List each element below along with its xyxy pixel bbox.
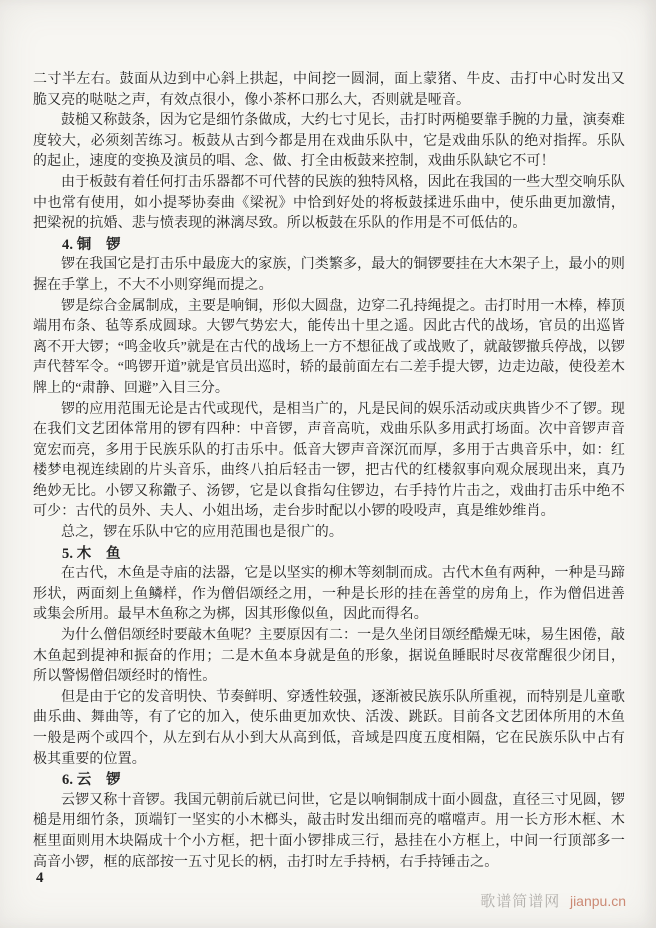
watermark-site-name: 歌谱简谱网 xyxy=(480,894,561,910)
section-heading-cloud-gong: 6. 云 锣 xyxy=(62,772,121,789)
paragraph: 但是由于它的发音明快、节奏鲜明、穿透性较强，逐渐被民族乐队所重视，而特别是儿童歌曲乐曲、舞曲等，有了它的加入，使乐曲更加欢快、活泼、跳跃。目前各文艺团体所用的木鱼一般是两个或四个，从左到右从小到大从高到低，音域是四度五度相隔，它在民族乐队中占有极其重要的位置。 xyxy=(33,689,625,767)
paragraph: 锣是综合金属制成，主要是响铜，形似大圆盘，边穿二孔持绳提之。击打时用一木棒，棒顶端用布条、毡等系成圆球。大锣气势宏大，能传出十里之遥。因此古代的战场，官员的出巡皆离不开大锣；“鸣金收兵”就是在古代的战场上一方不想征战了或战败了，就敲锣撤兵停战，以锣声代替军令。“鸣锣开道”就是官员出巡时，轿的最前面左右二差手提大锣，边走边敲，使役差木牌上的“肃静、回避”入目三分。 xyxy=(33,298,625,396)
section-heading-wooden-fish: 5. 木 鱼 xyxy=(62,545,121,562)
paragraph: 鼓槌又称鼓条，因为它是细竹条做成，大约七寸见长，击打时两槌要靠手腕的力量，演奏难度较大，必须刻苦练习。板鼓从古到今都是用在戏曲乐队中，它是戏曲乐队的绝对指挥。乐队的起止，速度的变换及演员的唱、念、做、打全由板鼓来控制，戏曲乐队缺它不可！ xyxy=(33,113,625,170)
watermark-site-url: jianpu.cn xyxy=(569,893,626,909)
paragraph: 为什么僧侣颂经时要敲木鱼呢？主要原因有二：一是久坐闭目颂经酷燥无味，易生困倦，敲木鱼起到提神和振奋的作用；二是木鱼本身就是鱼的形象，据说鱼睡眠时尽夜常醒很少闭目，所以警惕僧侣颂经时的惰性。 xyxy=(33,628,625,685)
paragraph: 云锣又称十音锣。我国元朝前后就已问世，它是以响铜制成十面小圆盘，直径三寸见圆，锣槌是用细竹条，顶端钉一坚实的小木榔头，敲击时发出细而亮的噹噹声。用一长方形木框、木框里面则用木块隔成十个小方框，把十面小锣排成三行，悬挂在小方框上，中间一行顶部多一高音小锣，框的底部按一五寸见长的柄，击打时左手持柄，右手持锤击之。 xyxy=(33,792,625,870)
page-number: 4 xyxy=(36,870,44,886)
paragraph: 总之，锣在乐队中它的应用范围也是很广的。 xyxy=(61,525,343,541)
paragraph: 由于板鼓有着任何打击乐器都不可代替的民族的独特风格，因此在我国的一些大型交响乐队中也常有使用，如小提琴协奏曲《梁祝》中恰到好处的将板鼓揉进乐曲中，使乐曲更加激情，把梁祝的抗婚、悲与愤表现的淋漓尽致。所以板鼓在乐队的作用是不可低估的。 xyxy=(33,174,625,232)
paragraph: 锣的应用范围无论是古代或现代，是相当广的，凡是民间的娱乐活动或庆典皆少不了锣。现在我们文艺团体常用的锣有四种：中音锣，声音高吭，戏曲乐队多用武打场面。次中音锣声音宽宏而亮，多用于民族乐队的打击乐中。低音大锣声音深沉而厚，多用于古典音乐中，如：红楼梦电视连续剧的片头音乐，曲终八拍后轻击一锣，把古代的红楼叙事向观众展现出来，真乃绝妙无比。小锣又称鏾子、汤锣，它是以食指勾住锣边，右手持竹片击之，戏曲打击乐中绝不可少：古代的员外、夫人、小姐出场，走台步时配以小锣的吺吺声，真是维妙维肖。 xyxy=(33,401,625,520)
page-text-column xyxy=(33,70,625,873)
paragraph: 锣在我国它是打击乐中最庞大的家族，门类繁多，最大的铜锣要挂在大木架子上，最小的则握在手掌上，不大不小则穿绳而提之。 xyxy=(33,257,625,293)
section-heading-bronze-gong: 4. 铜 锣 xyxy=(62,236,121,253)
watermark xyxy=(480,890,626,911)
paragraph: 二寸半左右。鼓面从边到中心斜上拱起，中间挖一圆洞，面上蒙猪、牛皮、击打中心时发出又脆又亮的哒哒之声，有效点很小，像小茶杯口那么大，否则就是哑音。 xyxy=(33,72,625,108)
paragraph: 在古代，木鱼是寺庙的法器，它是以坚实的柳木等刻制而成。古代木鱼有两种，一种是马蹄形状，两面刻上鱼鳞样，作为僧侣颂经之用，一种是长形的挂在善堂的房角上，作为僧侣进善或集会所用。最早木鱼称之为梆，因其形像似鱼，因此而得名。 xyxy=(33,566,625,623)
